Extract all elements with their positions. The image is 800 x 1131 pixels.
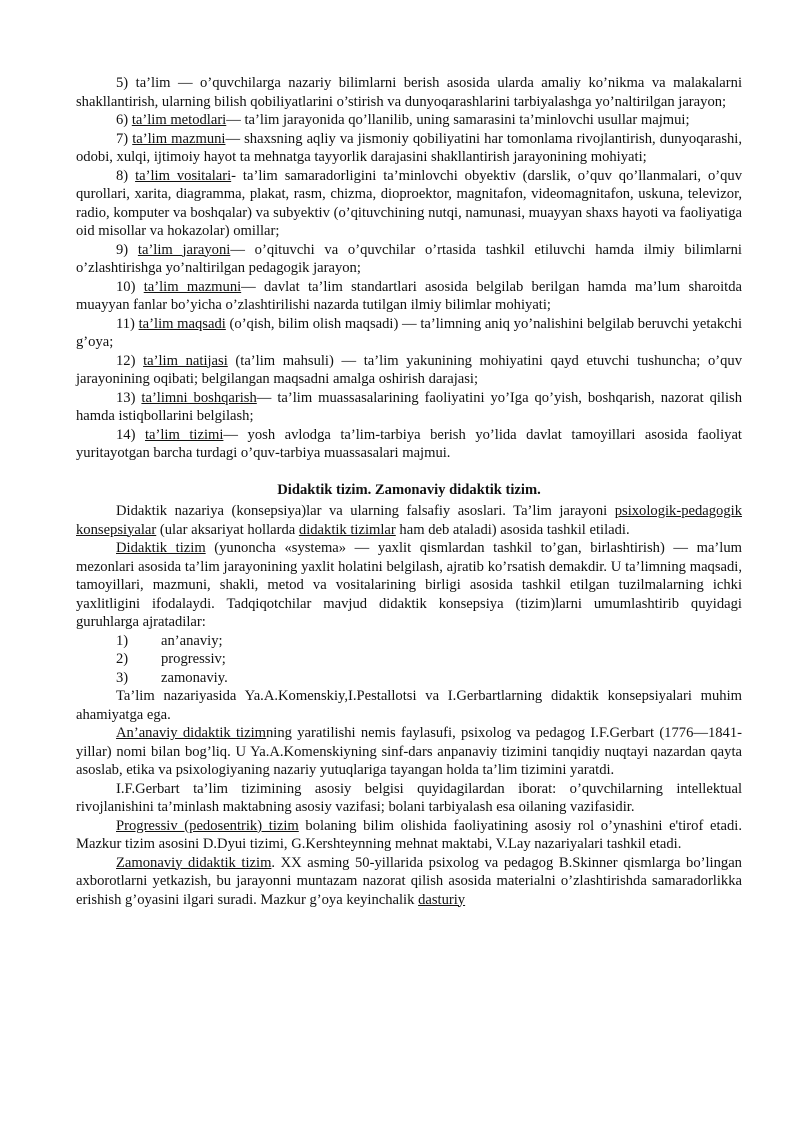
term: ta’lim mazmuni: [143, 278, 242, 295]
definition-item: 11) ta’lim maqsadi (o’qish, bilim olish maqsadi) — ta’limning aniq yo’nalishini belgilab beruvchi yetakchi g’oya;: [76, 315, 742, 350]
definition-item: 14) ta’lim tizimi— yosh avlodga ta’lim-tarbiya berish yo’lida davlat tamoyillari asosida faoliyat yuritayotgan barcha turdagi o’quv-tarbiya muassasalari majmui.: [76, 426, 742, 461]
paragraph-traditional-system: An’anaviy didaktik tizimning yaratilishi nemis faylasufi, psixolog va pedagog I.F.Gerbart (1776—1841-yillar) nomi bilan bog’liq. U Ya.A.Komenskiyning sinf-dars anpanaviy tizimini tanqidiy nuqtayi nazardan qayta asoslab, etika va psixologiyaning nazariy yutuqlariga tayangan holda ta’lim tizimini yaratdi.: [76, 725, 743, 778]
definition-item: 12) ta’lim natijasi (ta’lim mahsuli) — ta’lim yakunining mohiyatini qayd etuvchi tushuncha; o’quv jarayonining oqibati; belgilangan maqsadni amalga oshirish darajasi;: [76, 352, 742, 387]
term: ta’lim vositalari: [135, 167, 232, 184]
term: Didaktik tizim: [116, 540, 206, 556]
term: ta’limni boshqarish: [141, 389, 257, 406]
definition-item: 6) ta’lim metodlari— ta’lim jarayonida qo’llanilib, uning samarasini ta’minlovchi usullar majmui;: [116, 112, 690, 128]
definition-item: 7) ta’lim mazmuni— shaxsning aqliy va jismoniy qobiliyatini har tomonlama rivojlantirish, dunyoqarashi, odobi, xulqi, ijtimoiy hayot ta mehnatga tayyorlik darajasini shakllantirish jarayonining mohiyati;: [76, 130, 742, 165]
paragraph-gerbart: I.F.Gerbart ta’lim tizimining asosiy belgisi quyidagilardan iborat: o’quvchilarning intellektual rivojlanishini ta’minlash maktabning asosiy vazifasi; bolani tarbiyalash esa oilaning vazifasidir.: [76, 780, 742, 815]
term: ta’lim tizimi: [144, 426, 224, 443]
term: ta’lim natijasi: [143, 352, 228, 369]
paragraph-progressive-system: Progressiv (pedosentrik) tizim bolaning bilim olishida faoliyatining asosiy rol o’ynashini e'tirof etadi. Mazkur tizim asosini D.Dyui tizimi, G.Kershteynning mehnat maktabi, V.Lay nazariyalari tashkil etadi.: [76, 817, 742, 852]
list-item: 3) zamonaviy.: [116, 669, 228, 686]
paragraph-didactic-theory: Didaktik nazariya (konsepsiya)lar va ularning falsafiy asoslari. Ta’lim jarayoni psixologik-pedagogik konsepsiyalar (ular aksariyat hollarda didaktik tizimlar ham deb ataladi) asosida tashkil etiladi.: [76, 503, 742, 538]
paragraph-theory: Ta’lim nazariyasida Ya.A.Komenskiy,I.Pestallotsi va I.Gerbartlarning didaktik konsepsiyalari muhim ahamiyatga ega.: [76, 688, 742, 723]
term: Zamonaviy didaktik tizim: [116, 854, 272, 871]
paragraph-modern-system: Zamonaviy didaktik tizim. XX asming 50-yillarida psixolog va pedagog B.Skinner qismlarga bo’lingan axborotlarni yetkazish, bu jarayonni muntazam nazorat qilish asosida materialni o’zlashtirishda samaradorlikka erishish g’oyasini ilgari suradi. Mazkur g’oya keyinchalik dasturiy: [76, 854, 742, 908]
system-types-list: [76, 632, 742, 688]
term: didaktik tizimlar: [298, 521, 396, 538]
term: An’anaviy didaktik tizim: [116, 725, 266, 741]
term: ta’lim maqsadi: [138, 315, 226, 332]
definition-item: 9) ta’lim jarayoni— o’qituvchi va o’quvchilar o’rtasida tashkil etiluvchi hamda ilmiy bilimlarni o’zlashtirishga yo’naltirilgan pedagogik jarayon;: [76, 241, 742, 276]
list-item: 1) an’anaviy;: [116, 632, 223, 649]
definitions-list: [76, 74, 742, 463]
section-heading: Didaktik tizim. Zamonaviy didaktik tizim.: [277, 481, 541, 498]
definition-item: 8) ta’lim vositalari- ta’lim samaradorligini ta’minlovchi obyektiv (darslik, o’quv qo’llanmalari, o’quv qurollari, xarita, diagramma, plakat, rasm, chizma, dioproektor, magnitafon, videomagnitafon, uskuna, televizor, radio, komputer va boshqalar) va subyektiv (o’qituvchining nutqi, namunasi, muayyan shaxs hayoti va faoliyatiga oid misollar va hokazolar) omillar;: [76, 167, 742, 239]
term: psixologik-pedagogik konsepsiyalar: [76, 503, 742, 538]
document-page: [76, 74, 742, 909]
definition-item: 10) ta’lim mazmuni— davlat ta’lim standartlari asosida belgilab berilgan hamda ma’lum sharoitda muayyan fanlar bo’yicha o’zlashtirilishi nazarda tutilgan ilmiy bilimlar mohiyati;: [76, 278, 742, 313]
term: ta’lim metodlari: [131, 112, 227, 128]
paragraph-didactic-system: Didaktik tizim (yunoncha «systema» — yaxlit qismlardan tashkil to’gan, birlashtirish) — ma’lum mezonlari asosida ta’lim jarayonining yaxlit holatini belgilash, ajratib ko’rsatish demakdir. U ta’limning maqsadi, tamoyillari, mazmuni, shakli, metod va vositalarining birligi asosida tashkil etilgan tuzilmalarning ichki yaxlitligini ifodalaydi. Tadqiqotchilar mavjud didaktik konsepsiya (tizim)larni umumlashtirib quyidagi guruhlarga ajratadilar:: [76, 540, 742, 630]
term: Progressiv (pedosentrik) tizim: [116, 817, 299, 834]
term: dasturiy: [418, 891, 466, 908]
term: ta’lim jarayoni: [137, 241, 231, 258]
term: ta’lim mazmuni: [132, 130, 226, 147]
list-item: 2) progressiv;: [116, 651, 226, 667]
definition-item: 5) ta’lim — o’quvchilarga nazariy bilimlarni berish asosida ularda amaliy ko’nikma va malakalarni shakllantirish, ularning bilish qobiliyatlarini o’stirish va dunyoqarashlarini tarbiyalashga yo’naltirilgan jarayon;: [76, 75, 742, 110]
definition-item: 13) ta’limni boshqarish— ta’lim muassasalarining faoliyatini yo’Iga qo’yish, boshqarish, nazorat qilish hamda istiqbollarini belgilash;: [76, 389, 743, 424]
